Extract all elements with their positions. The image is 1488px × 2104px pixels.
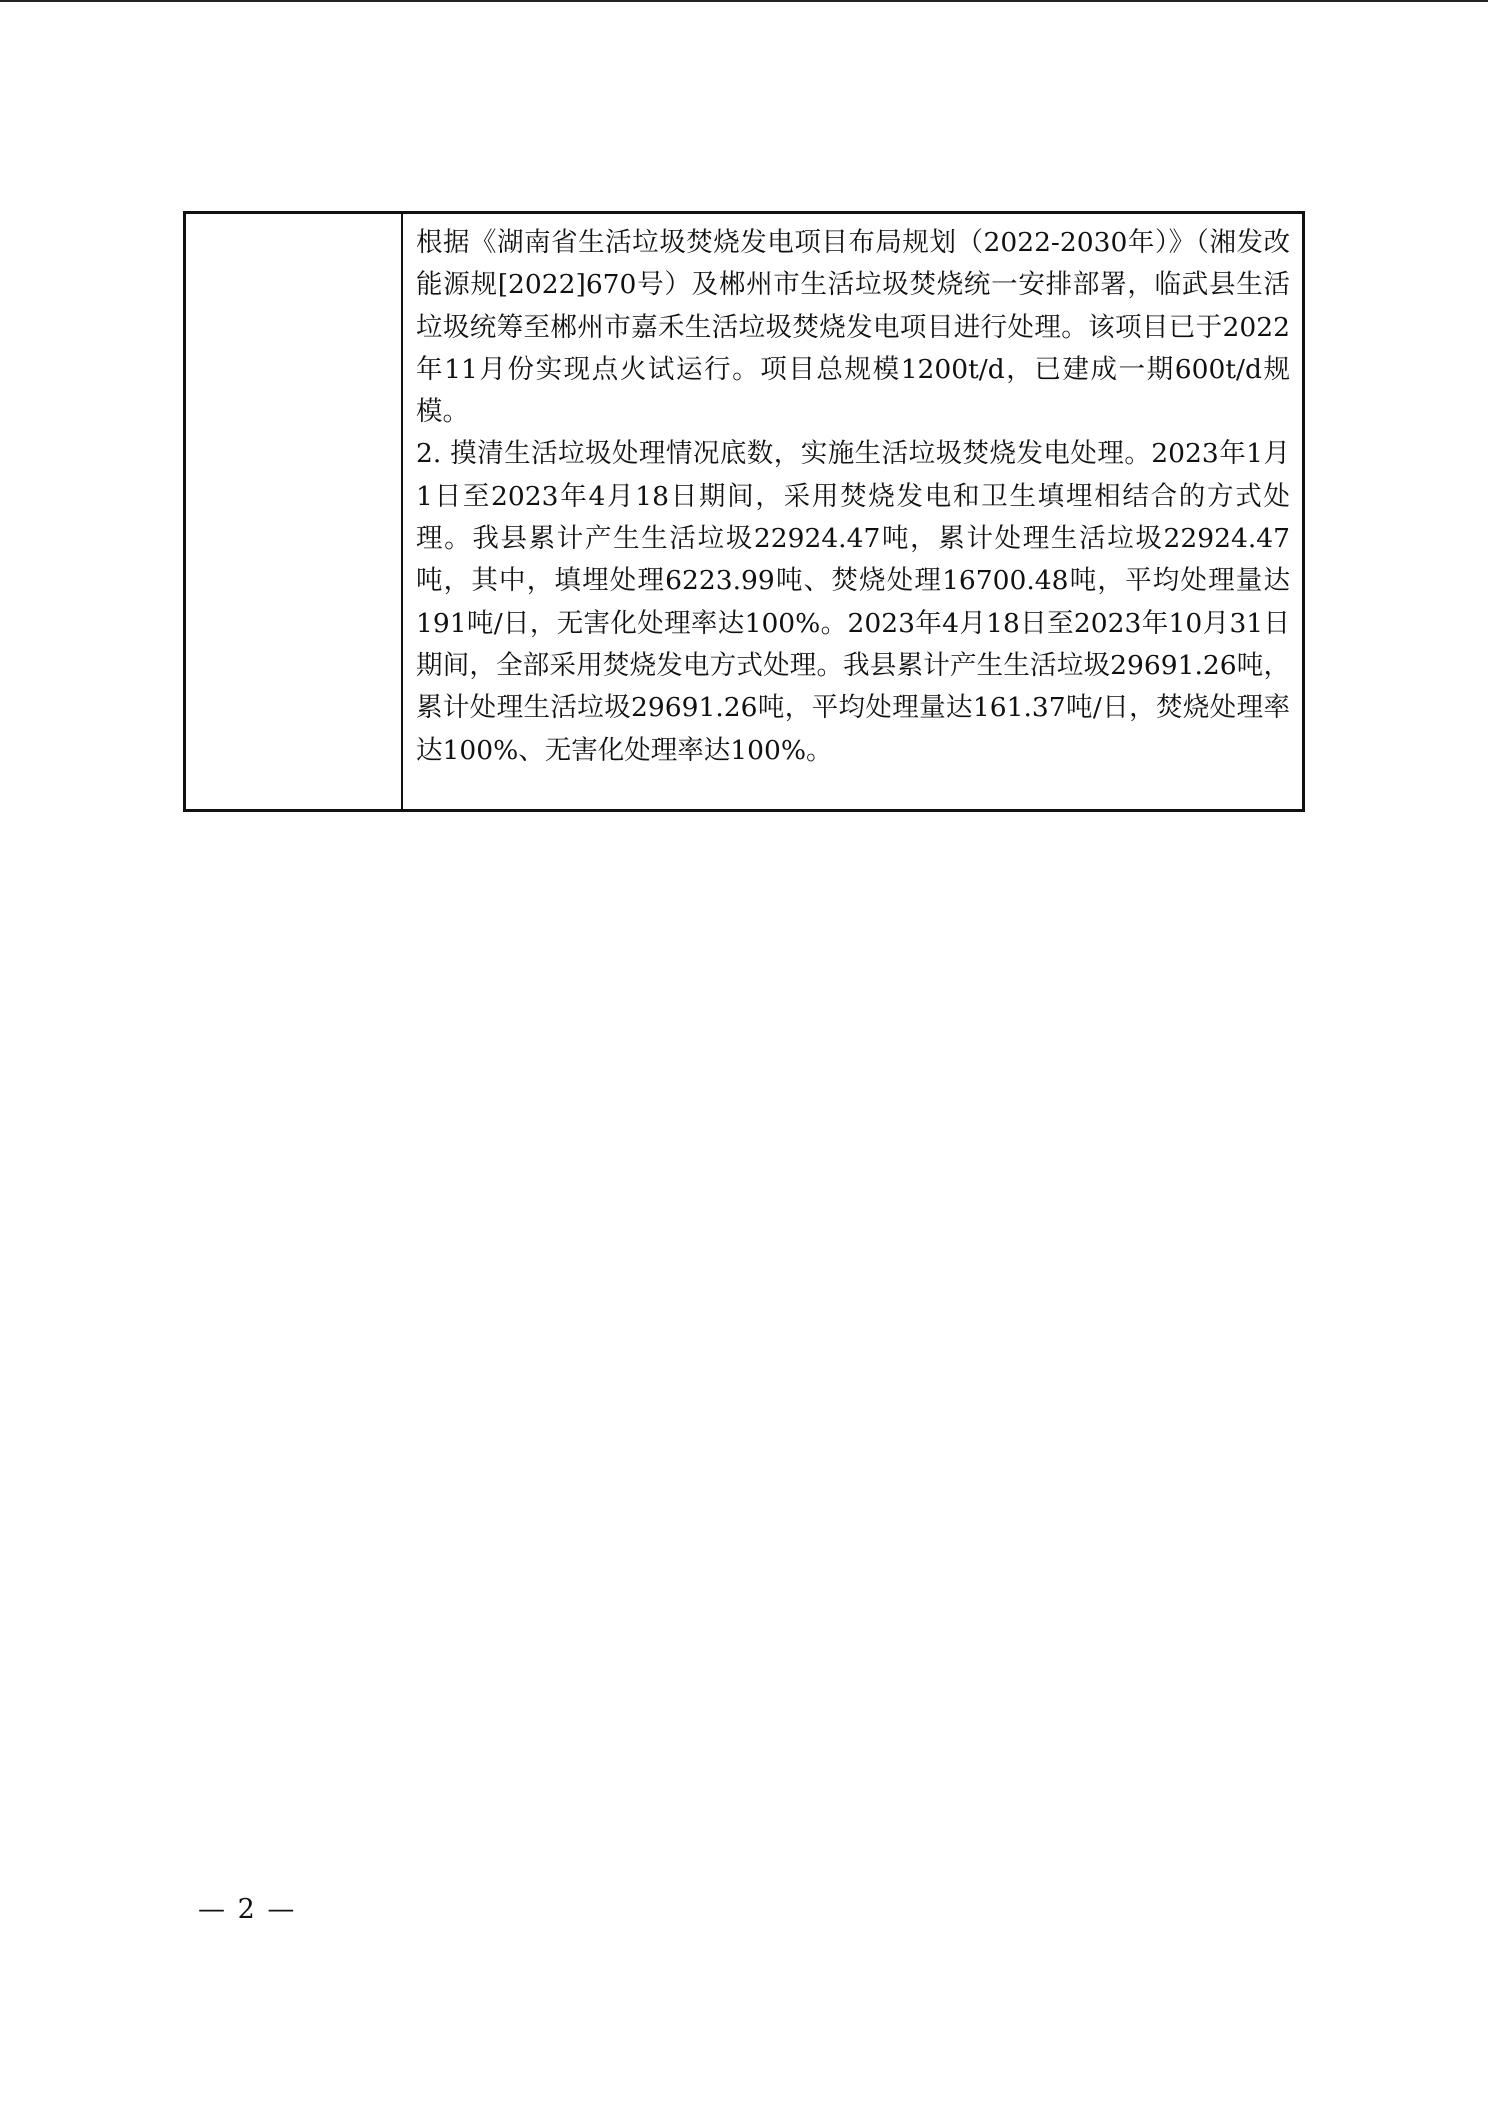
table-right-cell — [403, 214, 1302, 809]
paragraph-processing-status: 2. 摸清生活垃圾处理情况底数，实施生活垃圾焚烧发电处理。2023年1月1日至2023年4月18日期间，采用焚烧发电和卫生填埋相结合的方式处理。我县累计产生生活垃圾22924.47吨，累计处理生活垃圾22924.47吨，其中，填埋处理6223.99吨、焚烧处理16700.48吨，平均处理量达191吨/日，无害化处理率达100%。2023年4月18日至2023年10月31日期间，全部采用焚烧发电方式处理。我县累计产生生活垃圾29691.26吨，累计处理生活垃圾29691.26吨，平均处理量达161.37吨/日，焚烧处理率达100%、无害化处理率达100%。 — [416, 438, 1290, 766]
content-table — [183, 211, 1305, 812]
page-number: — 2 — — [198, 1894, 297, 1925]
top-border-line — [0, 0, 1488, 2]
paragraph-incineration-plan: 根据《湖南省生活垃圾焚烧发电项目布局规划（2022-2030年）》（湘发改能源规[2022]670号）及郴州市生活垃圾焚烧统一安排部署，临武县生活垃圾统筹至郴州市嘉禾生活垃圾焚烧发电项目进行处理。该项目已于2022年11月份实现点火试运行。项目总规模1200t/d，已建成一期600t/d规模。 — [416, 227, 1290, 428]
table-left-cell — [186, 214, 403, 809]
